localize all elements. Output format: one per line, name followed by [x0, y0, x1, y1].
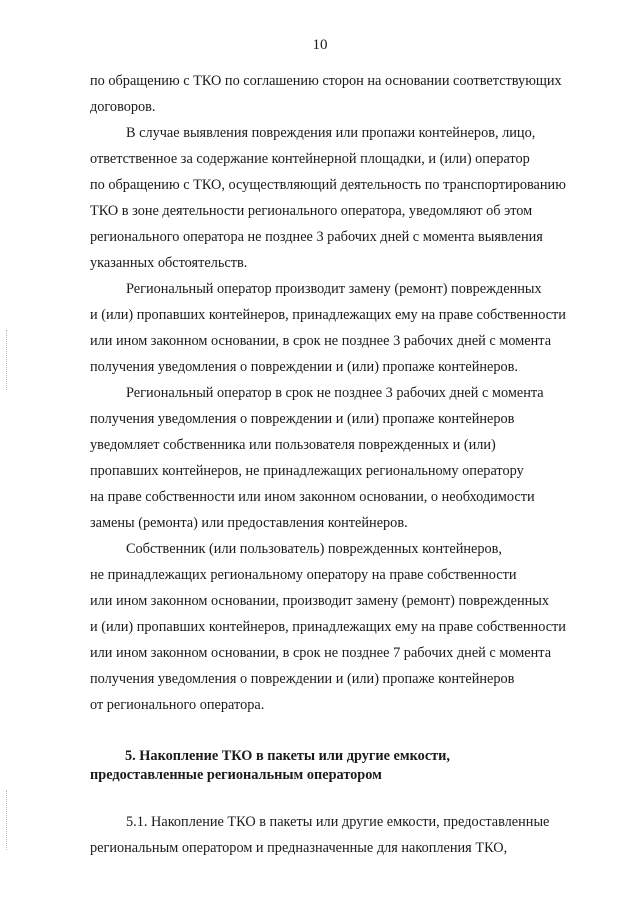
- document-body: [90, 68, 590, 861]
- scan-margin-mark: [6, 790, 8, 850]
- paragraph-5-1: 5.1. Накопление ТКО в пакеты или другие емкости, предоставленные региональным оператором и предназначенные для накопления ТКО,: [90, 814, 550, 856]
- paragraph-operator-replacement: Региональный оператор производит замену (ремонт) поврежденных и (или) пропавших контейнеров, принадлежащих ему на праве собственности или ином законном основании, в срок не позднее 3 рабочих дней с момента получения уведомления о повреждении и (или) пропаже контейнеров.: [90, 281, 566, 375]
- paragraph-damage-notification: В случае выявления повреждения или пропажи контейнеров, лицо, ответственное за содержание контейнерной площадки, и (или) оператор по обращению с ТКО, осуществляющий деятельность по транспортированию ТКО в зоне деятельности регионального оператора, уведомляют об этом регионального оператора не позднее 3 рабочих дней с момента выявления указанных обстоятельств.: [90, 125, 566, 271]
- scan-margin-mark: [6, 330, 8, 390]
- paragraph-owner-replacement: Собственник (или пользователь) поврежденных контейнеров, не принадлежащих региональному оператору на праве собственности или ином законном основании, производит замену (ремонт) поврежденных и (или) пропавших контейнеров, принадлежащих ему на праве собственности или ином законном основании, в срок не позднее 7 рабочих дней с момента получения уведомления о повреждении и (или) пропаже контейнеров от регионального оператора.: [90, 541, 566, 713]
- section-5-heading: 5. Накопление ТКО в пакеты или другие емкости, предоставленные региональным оператором: [90, 748, 450, 783]
- paragraph-continuation: по обращению с ТКО по соглашению сторон на основании соответствующих договоров.: [90, 73, 562, 115]
- page-number: 10: [312, 37, 328, 53]
- paragraph-owner-notification: Региональный оператор в срок не позднее 3 рабочих дней с момента получения уведомления о повреждении и (или) пропаже контейнеров уведомляет собственника или пользователя поврежденных и (или) пропавших контейнеров, не принадлежащих региональному оператору на праве собственности или ином законном основании, о необходимости замены (ремонта) или предоставления контейнеров.: [90, 385, 544, 531]
